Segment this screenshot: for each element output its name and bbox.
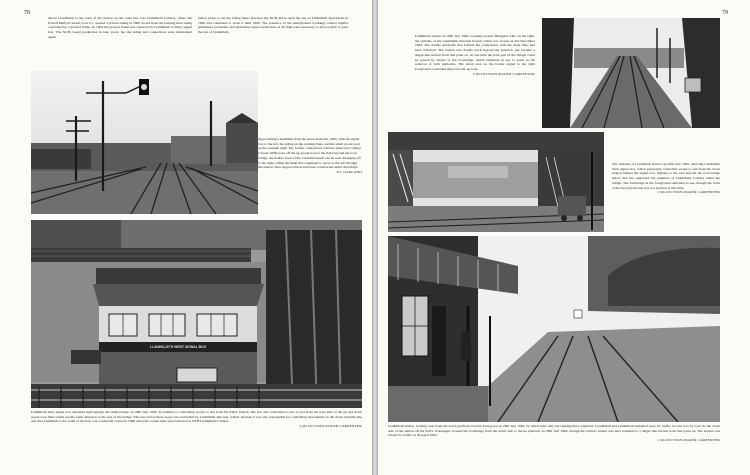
caption-signal-box-text: Llanhilleth West signal box remained right against the small bridge, on 28th July 1962. In addition to controlling access to and from the Ebbw branch, this box also controlled access to and from the west side of the up and down goods loop lines which ran the same direction to the east of the bridge. The rear end of these loops was controlled by Llanhilleth Junction, which, because it was also responsible for controlling movements on the down Crumlin line and the Llanhilleth to the south of the box, was eventually closed in 1966 when the connections were removed at NCB Llanhilleth Colliery.: [31, 410, 362, 424]
photo-credit: COLLECTION ROGER CARPENTER: [658, 190, 720, 195]
photo-credit: COLLECTION ROGER CARPENTER: [658, 438, 720, 443]
photo-footbridge-image: [388, 132, 604, 232]
page-number: 78: [24, 10, 30, 16]
photo-footbridge: [388, 132, 604, 232]
caption-top-text: Llanhilleth station on 28th July 1962, looking towards Bridgend with, on the right, the remains of the Llanhilleth Junction branch which was closed on 3rd December 1962. The double platforms that formed the connections with the main lines had been removed. The branch was double track beyond the junction, but became a single-line section from this point on. At one time the tram part of the village could be passed by means of the footbridge, which remained in use to assist in the removal of both platforms. The small area on the border signal to the right foreground controlled entry into the up loop.: [415, 34, 535, 71]
caption-signal-box: [31, 410, 362, 429]
caption-top: [415, 34, 535, 76]
left-page: [0, 0, 372, 475]
photo-credit: COLLECTION ROGER CARPENTER: [300, 424, 362, 429]
photo-credit: P.J. GARLAND: [336, 169, 362, 174]
photo-junction-branch-image: [542, 18, 720, 128]
photo-down-platform-image: [388, 236, 720, 422]
caption-mid: [612, 162, 720, 195]
signal-box-nameboard: LLANHILLETH WEST SIGNAL BOX: [149, 345, 207, 349]
caption-mid-text: The remains of Llanhilleth station on 28th July 1962, showing Llanhilleth West signal box, which previously controlled access to and from the down branch behind the signal box, lighting to the east beyond the road bridge below that has supported the premises of Llanhilleth Colliery under the bridge. The footbridge in the foreground remained in use, though the track at the down platforms was not in place at this time.: [612, 162, 720, 190]
photo-junction-branch: [542, 18, 720, 128]
photo-down-platform: [388, 236, 720, 422]
caption-station-approach: [258, 137, 362, 175]
photo-signal-box-image: [31, 220, 362, 408]
caption-bottom: [388, 424, 720, 443]
page-number: 79: [722, 10, 728, 16]
photo-station-approach: [31, 71, 258, 214]
photo-credit: COLLECTION ROGER CARPENTER: [473, 71, 535, 76]
body-text-column-1: About Llanhilleth to the west of the station on the route line was Llanhilleth Colliery, where the Powell Duffryn Steam Coal Co. opened a private siding in 1890 access from the running lines being controlled by a ground frame. In 1904 the ground frame was replaced by Llanhilleth Colliery signal box. The NCB closed production in later years, but the siding and connections were maintained again: [48, 16, 192, 39]
caption-bottom-text: Llanhilleth station, looking west from the down platform towards Pontypool on 28th July 1962, by which time only the running lines remained. Llanhilleth and Llanhilleth remained open for traffic. Access was by road via the down side of the station off the A472. Passengers crossed the footbridge from the down side to the up platform on 28th July 1962, though the railway station was later renamed to a single line section from this point on. The station was closed for traffic on 30 April 1962.: [388, 424, 720, 438]
body-text-column-2: before plans to cut the siding lines; however the NCB did re-open the site as Llanhilleth Operations in 1960 and continued to work it until 1969. The presence of the underground workings caused regular subsidence problems, and permanent speed restrictions of 20 mph were necessary to allow traffic to pass the site of Llanhilleth.: [198, 16, 348, 35]
right-page: [378, 0, 750, 475]
photo-signal-box: [31, 220, 362, 408]
caption-station-approach-text: Approaching Llanhilleth from the down platform, 1965, with the signal box to the left, the siding on the running lines, and the small goods yard on the extreme right. The former connections with the Abercarn Colliery (closed 1958) were off the up goods loop to the right beyond the road bridge; the double track of the Crumlin branch can be seen diverging off to the right, whilst the main line continued to curve to the left through the station. New support pillars had been constructed under the bridge.: [258, 137, 362, 170]
photo-station-approach-image: [31, 71, 258, 214]
